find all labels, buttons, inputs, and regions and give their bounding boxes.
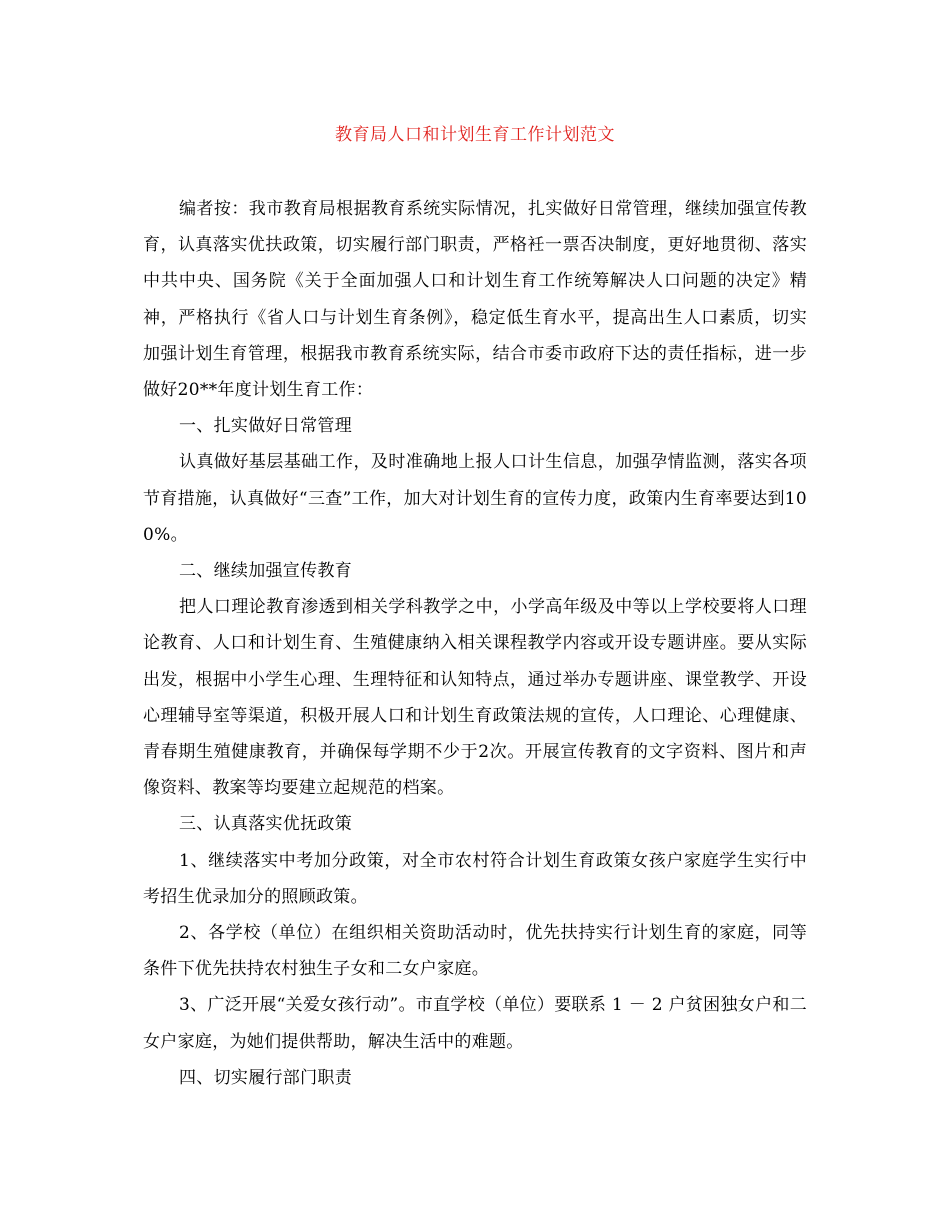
- section-heading-2: 二、继续加强宣传教育: [179, 561, 352, 582]
- section-heading-1: 一、扎实做好日常管理: [179, 416, 352, 437]
- section-heading-3: 三、认真落实优抚政策: [179, 814, 352, 835]
- section-2-paragraph: 把人口理论教育渗透到相关学科教学之中，小学高年级及中等以上学校要将人口理论教育、人口和计划生育、生殖健康纳入相关课程教学内容或开设专题讲座。要从实际出发，根据中小学生心理、生理特征和认知特点，通过举办专题讲座、课堂教学、开设心理辅导室等渠道，积极开展人口和计划生育政策法规的宣传，人口理论、心理健康、青春期生殖健康教育，并确保每学期不少于2次。开展宣传教育的文字资料、图片和声像资料、教案等均要建立起规范的档案。: [143, 597, 807, 799]
- document-body: [143, 191, 807, 1096]
- section-3-item-1: 1、继续落实中考加分政策，对全市农村符合计划生育政策女孩户家庭学生实行中考招生优录加分的照顾政策。: [143, 850, 807, 907]
- section-heading-4: 四、切实履行部门职责: [179, 1067, 352, 1088]
- section-3-item-3: 3、广泛开展“关爱女孩行动”。市直学校（单位）要联系 1 － 2 户贫困独女户和二女户家庭，为她们提供帮助，解决生活中的难题。: [143, 995, 807, 1052]
- section-1-paragraph: 认真做好基层基础工作，及时准确地上报人口计生信息，加强孕情监测，落实各项节育措施，认真做好“三查”工作，加大对计划生育的宣传力度，政策内生育率要达到100%。: [143, 452, 807, 545]
- editor-note-paragraph: 编者按：我市教育局根据教育系统实际情况，扎实做好日常管理，继续加强宣传教育，认真落实优扶政策，切实履行部门职责，严格衽一票否决制度，更好地贯彻、落实中共中央、国务院《关于全面加强人口和计划生育工作统筹解决人口问题的决定》精神，严格执行《省人口与计划生育条例》，稳定低生育水平，提高出生人口素质，切实加强计划生育管理，根据我市教育系统实际，结合市委市政府下达的责任指标，进一步做好20**年度计划生育工作：: [143, 199, 807, 401]
- section-3-item-2: 2、各学校（单位）在组织相关资助活动时，优先扶持实行计划生育的家庭，同等条件下优先扶持农村独生子女和二女户家庭。: [143, 923, 807, 980]
- document-title: 教育局人口和计划生育工作计划范文: [335, 125, 615, 145]
